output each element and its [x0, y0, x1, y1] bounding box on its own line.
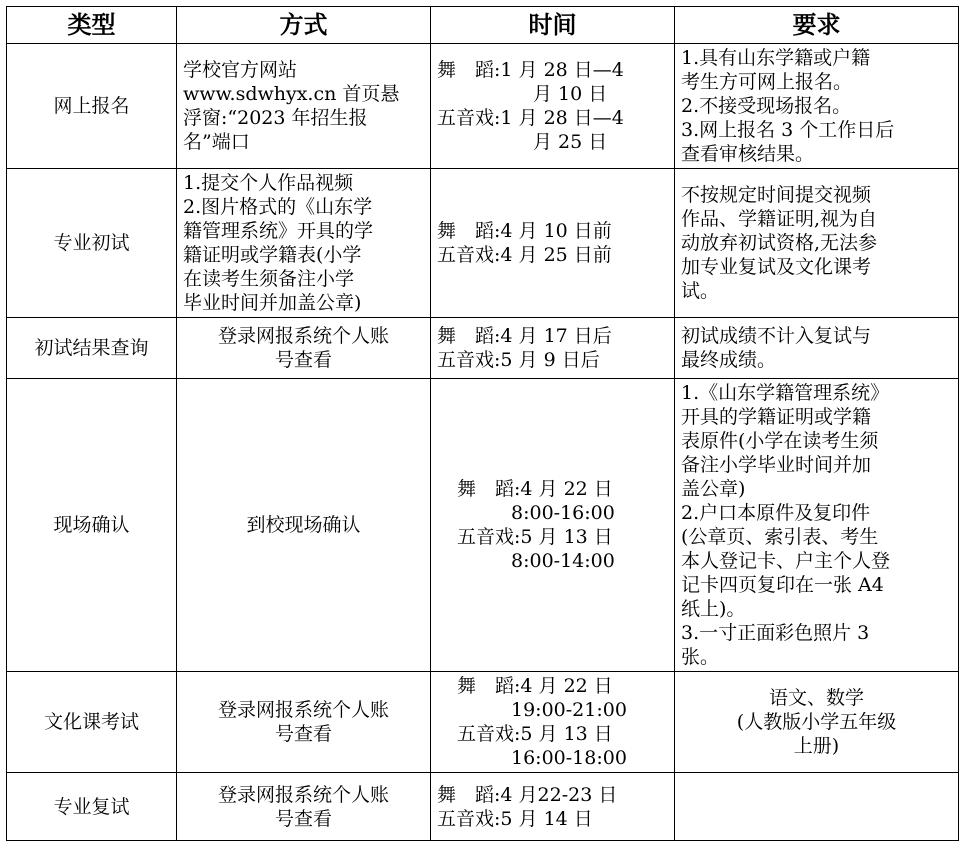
text-line: 五音戏:4 月 25 日前	[437, 244, 612, 266]
text-line: 上册)	[793, 735, 840, 757]
cell-type: 网上报名	[7, 44, 177, 169]
text-line: 3.一寸正面彩色照片 3	[681, 622, 870, 644]
header-row	[7, 7, 959, 44]
header-type: 类型	[7, 7, 177, 44]
text-line: 表原件(小学在读考生须	[681, 430, 879, 452]
cell-requirement	[675, 672, 959, 773]
text-line: 语文、数学	[768, 687, 864, 709]
text-line: 1.具有山东学籍或户籍	[681, 47, 871, 69]
text-line: 查看审核结果。	[681, 143, 815, 165]
text-line: 号查看	[274, 723, 332, 745]
text-line: 舞 蹈:1 月 28 日—4	[437, 59, 624, 81]
text-line: 不按规定时间提交视频	[681, 184, 872, 206]
text-line: 2.图片格式的《山东学	[183, 196, 373, 218]
text-line: 试。	[681, 280, 720, 302]
text-line: 登录网报系统个人账	[217, 325, 389, 347]
table-row	[7, 44, 959, 169]
table-row	[7, 169, 959, 318]
text-line: 舞 蹈:4 月 22 日	[457, 478, 613, 500]
cell-requirement	[675, 773, 959, 841]
cell-time	[431, 169, 675, 318]
text-line: 盖公章)	[681, 478, 746, 500]
text-line: 月 10 日	[533, 83, 608, 105]
table-row	[7, 773, 959, 841]
header-requirement: 要求	[675, 7, 959, 44]
cell-method	[177, 44, 431, 169]
text-line: 作品、学籍证明,视为自	[681, 208, 878, 230]
text-line: 五音戏:5 月 14 日	[437, 807, 593, 830]
text-line: 舞 蹈:4 月 22 日	[457, 675, 613, 697]
cell-type: 文化课考试	[7, 672, 177, 773]
cell-requirement	[675, 44, 959, 169]
table-row	[7, 672, 959, 773]
text-line: 8:00-14:00	[511, 550, 615, 572]
text-line: 五音戏:5 月 9 日后	[437, 349, 600, 371]
text-line: 浮窗:“2023 年招生报	[183, 107, 368, 129]
text-line: 备注小学毕业时间并加	[681, 454, 872, 476]
text-line: 五音戏:5 月 13 日	[457, 526, 613, 548]
text-line: 到校现场确认	[246, 514, 361, 536]
cell-method	[177, 169, 431, 318]
text-line: 张。	[681, 646, 720, 668]
text-line: www.sdwhyx.cn 首页悬	[183, 83, 400, 105]
cell-method	[177, 318, 431, 379]
text-line: 开具的学籍证明或学籍	[681, 406, 872, 428]
cell-type: 初试结果查询	[7, 318, 177, 379]
text-line: 8:00-16:00	[511, 502, 615, 524]
header-time: 时间	[431, 7, 675, 44]
text-line: 学校官方网站	[183, 59, 298, 81]
text-line: 五音戏:1 月 28 日—4	[437, 107, 624, 129]
cell-method	[177, 773, 431, 841]
text-line: 毕业时间并加盖公章)	[183, 292, 362, 314]
cell-time	[431, 379, 675, 672]
text-line: 号查看	[274, 349, 332, 371]
text-line: 2.不接受现场报名。	[681, 95, 852, 117]
text-line: 1.《山东学籍管理系统》	[681, 382, 890, 404]
header-method: 方式	[177, 7, 431, 44]
table-row	[7, 379, 959, 672]
cell-time	[431, 44, 675, 169]
text-line: 2.户口本原件及复印件	[681, 502, 871, 524]
cell-requirement	[675, 379, 959, 672]
text-line: 本人登记卡、户主个人登	[681, 550, 891, 572]
text-line: (人教版小学五年级	[736, 711, 897, 733]
cell-type: 现场确认	[7, 379, 177, 672]
text-line: (公章页、索引表、考生	[681, 526, 879, 548]
text-line: 动放弃初试资格,无法参	[681, 232, 878, 254]
text-line: 纸上)。	[681, 598, 746, 620]
cell-time	[431, 773, 675, 841]
text-line: 3.网上报名 3 个工作日后	[681, 119, 895, 141]
text-line: 登录网报系统个人账	[217, 699, 389, 721]
text-line: 16:00-18:00	[511, 747, 627, 769]
text-line: 在读考生须备注小学	[183, 268, 355, 290]
text-line: 登录网报系统个人账	[217, 783, 389, 806]
text-line: 19:00-21:00	[511, 699, 627, 721]
text-line: 考生方可网上报名。	[681, 71, 853, 93]
cell-method	[177, 379, 431, 672]
admission-schedule-table	[6, 6, 959, 841]
text-line: 最终成绩。	[681, 349, 777, 371]
text-line: 记卡四页复印在一张 A4	[681, 574, 884, 596]
text-line: 1.提交个人作品视频	[183, 172, 354, 194]
cell-type: 专业初试	[7, 169, 177, 318]
text-line: 加专业复试及文化课考	[681, 256, 872, 278]
text-line: 籍管理系统》开具的学	[183, 220, 374, 242]
cell-time	[431, 672, 675, 773]
text-line: 舞 蹈:4 月22-23 日	[437, 783, 618, 806]
text-line: 籍证明或学籍表(小学	[183, 244, 362, 266]
text-line: 号查看	[274, 807, 332, 830]
text-line: 初试成绩不计入复试与	[681, 325, 872, 347]
text-line: 舞 蹈:4 月 10 日前	[437, 220, 612, 242]
cell-requirement	[675, 169, 959, 318]
text-line: 舞 蹈:4 月 17 日后	[437, 325, 612, 347]
text-line: 月 25 日	[533, 131, 608, 153]
cell-requirement	[675, 318, 959, 379]
text-line: 名”端口	[183, 131, 250, 153]
cell-time	[431, 318, 675, 379]
table-row	[7, 318, 959, 379]
text-line: 五音戏:5 月 13 日	[457, 723, 613, 745]
cell-type: 专业复试	[7, 773, 177, 841]
cell-method	[177, 672, 431, 773]
